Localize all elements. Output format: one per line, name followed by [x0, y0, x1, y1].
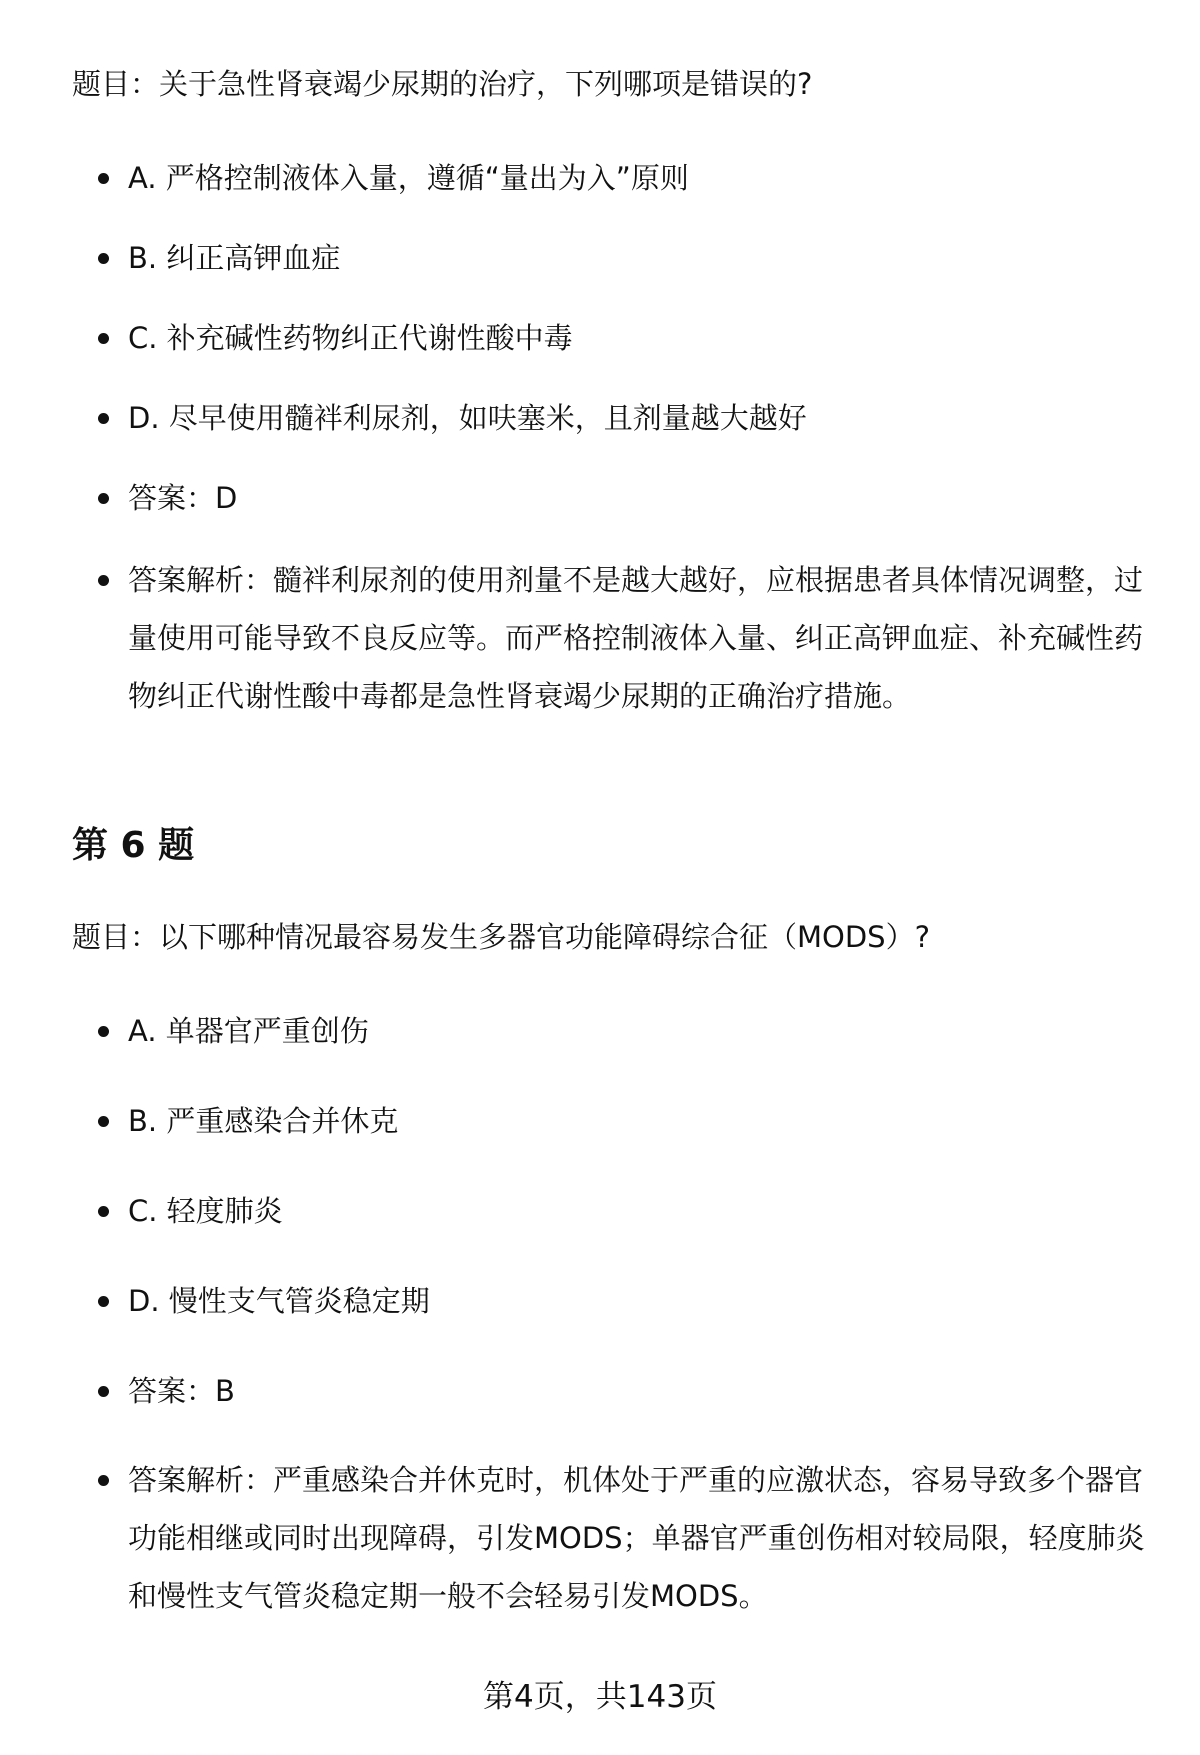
- option-a: A. 单器官严重创伤: [128, 1014, 369, 1048]
- bullet-icon: [98, 173, 109, 184]
- question-heading: 第 6 题: [72, 825, 195, 866]
- option-d: D. 尽早使用髓袢利尿剂，如呋塞米，且剂量越大越好: [128, 401, 807, 435]
- bullet-icon: [98, 413, 109, 424]
- bullet-icon: [98, 1026, 109, 1037]
- answer-text: 答案：B: [128, 1374, 235, 1408]
- option-b: B. 纠正高钾血症: [128, 241, 341, 275]
- bullet-icon: [98, 493, 109, 504]
- answer-text: 答案：D: [128, 481, 238, 515]
- answer-explanation: 答案解析：髓袢利尿剂的使用剂量不是越大越好，应根据患者具体情况调整，过量使用可能导致不良反应等。而严格控制液体入量、纠正高钾血症、补充碱性药物纠正代谢性酸中毒都是急性肾衰竭少尿期的正确治疗措施。: [128, 563, 1144, 713]
- question-text: 题目：以下哪种情况最容易发生多器官功能障碍综合征（MODS）?: [72, 920, 930, 954]
- option-a: A. 严格控制液体入量，遵循“量出为入”原则: [128, 161, 689, 195]
- bullet-icon: [98, 1296, 109, 1307]
- bullet-icon: [98, 253, 109, 264]
- option-d: D. 慢性支气管炎稳定期: [128, 1284, 430, 1318]
- bullet-icon: [98, 1386, 109, 1397]
- bullet-icon: [98, 575, 109, 586]
- bullet-icon: [98, 333, 109, 344]
- answer-explanation: 答案解析：严重感染合并休克时，机体处于严重的应激状态，容易导致多个器官功能相继或同时出现障碍，引发MODS；单器官严重创伤相对较局限，轻度肺炎和慢性支气管炎稳定期一般不会轻易引发MODS。: [128, 1463, 1145, 1613]
- bullet-icon: [98, 1475, 109, 1486]
- question-text: 题目：关于急性肾衰竭少尿期的治疗，下列哪项是错误的?: [72, 67, 813, 101]
- option-b: B. 严重感染合并休克: [128, 1104, 399, 1138]
- bullet-icon: [98, 1206, 109, 1217]
- bullet-icon: [98, 1116, 109, 1127]
- option-c: C. 轻度肺炎: [128, 1194, 283, 1228]
- option-c: C. 补充碱性药物纠正代谢性酸中毒: [128, 321, 573, 355]
- page-number: 第4页，共143页: [483, 1679, 717, 1715]
